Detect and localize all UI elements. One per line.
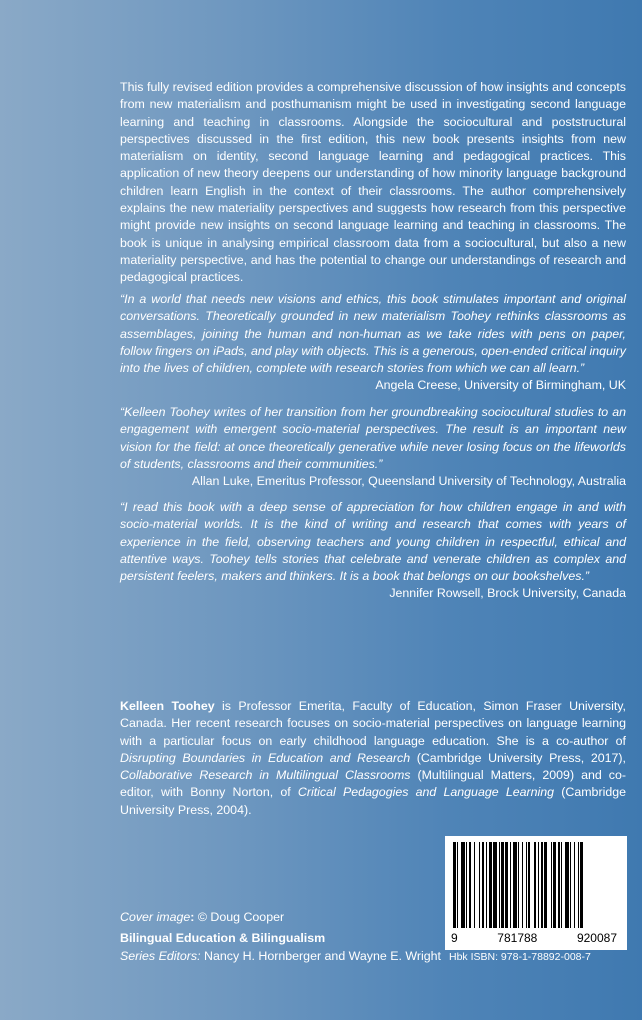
endorsement-attribution: Jennifer Rowsell, Brock University, Canada xyxy=(389,586,626,601)
bio-text: (Cambridge University Press, 2017), xyxy=(410,750,626,765)
barcode-bar xyxy=(544,842,547,928)
barcode-bar xyxy=(528,842,529,928)
barcode-bar xyxy=(501,842,504,928)
barcode-bar xyxy=(526,842,527,928)
barcode-bar xyxy=(505,842,508,928)
endorsement-quote xyxy=(120,499,626,603)
book-title: Critical Pedagogies and Language Learning xyxy=(297,785,555,800)
barcode-bar xyxy=(482,842,485,928)
barcode-bar xyxy=(538,842,539,928)
barcode-digits xyxy=(445,931,627,945)
barcode-bar xyxy=(469,842,472,928)
cover-footer xyxy=(120,908,441,965)
series-name: Bilingual Education & Bilingualism xyxy=(120,931,326,945)
endorsement-attribution: Angela Creese, University of Birmingham, UK xyxy=(375,378,626,393)
bio-text: (Cambridge University Press, 2004). xyxy=(120,785,626,817)
barcode-bar xyxy=(522,842,523,928)
bio-text: is Professor Emerita, Faculty of Education, Simon Fraser University, Canada. Her recent research focuses on socio-material perspectives on language learning with a particular focus on early childhood language education. She is a co-author of xyxy=(120,699,627,748)
barcode-bar xyxy=(558,842,559,928)
barcode-bar xyxy=(474,842,475,928)
barcode-bar xyxy=(510,842,511,928)
endorsement-text: “I read this book with a deep sense of appreciation for how children engage in and with socio-material worlds. It is the kind of writing and research that comes with years of experience in the field, observing teachers and young children in respectful, ethical and attentive ways. Toohey tells stories that celebrate and venerate children as complex and persistent feelers, makers and thinkers. It is a book that belongs on our bookshelves.” xyxy=(120,500,626,584)
cover-credit-name: © Doug Cooper xyxy=(194,910,285,924)
barcode-bar xyxy=(513,842,517,928)
barcode xyxy=(445,836,627,950)
barcode-bar xyxy=(461,842,465,928)
book-title: Disrupting Boundaries in Education and Research xyxy=(120,750,411,765)
series-editors-names: Nancy H. Hornberger and Wayne E. Wright xyxy=(200,949,441,963)
bio-text: (Multilingual Matters, 2009) and co-editor, with Bonny Norton, of xyxy=(120,768,627,800)
endorsement-text: “In a world that needs new visions and ethics, this book stimulates important and original conversations. Theoretically grounded in new materialism Toohey rethinks classrooms as assemblages, joining the human and non-human as we take rides with pens on paper, follow fingers on iPads, and play with objects. This is a generous, open-ended critical inquiry into the lives of children, complete with research stories from which we can all learn.” xyxy=(120,292,626,376)
barcode-bar xyxy=(518,842,519,928)
barcode-bars xyxy=(453,842,617,928)
barcode-bar xyxy=(565,842,569,928)
cover-credit-colon: : xyxy=(190,910,195,924)
barcode-bar xyxy=(453,842,456,928)
barcode-bar xyxy=(466,842,467,928)
barcode-bar xyxy=(493,842,497,928)
cover-credit-label: Cover image xyxy=(120,910,191,924)
barcode-bar xyxy=(578,842,579,928)
barcode-digits-right: 920087 xyxy=(576,931,617,945)
barcode-bar xyxy=(479,842,480,928)
barcode-bar xyxy=(541,842,542,928)
series-editors-label: Series Editors: xyxy=(120,949,201,963)
barcode-bar xyxy=(553,842,556,928)
cover-credit xyxy=(120,908,441,926)
barcode-digits-left: 781788 xyxy=(497,931,538,945)
endorsement-text: “Kelleen Toohey writes of her transition from her groundbreaking sociocultural studies to an engagement with emergent socio-material perspectives. The result is an important new vision for the field: at once theoretically generative while never losing focus on the lifeworlds of students, classrooms and their communities.” xyxy=(120,405,626,471)
barcode-digit-first: 9 xyxy=(451,931,458,945)
book-title: Collaborative Research in Multilingual Classrooms xyxy=(120,768,411,783)
author-bio xyxy=(120,698,626,819)
barcode-bar xyxy=(551,842,552,928)
barcode-bar xyxy=(580,842,583,928)
barcode-bar xyxy=(499,842,500,928)
barcode-bar xyxy=(570,842,571,928)
endorsement-quote xyxy=(120,291,626,395)
barcode-bar xyxy=(561,842,562,928)
author-name: Kelleen Toohey xyxy=(120,699,215,713)
barcode-bar xyxy=(486,842,487,928)
isbn: Hbk ISBN: 978-1-78892-008-7 xyxy=(449,951,591,963)
back-cover-blurb: This fully revised edition provides a comprehensive discussion of how insights and concepts from new materialism and posthumanism might be used in investigating second language learning and teaching in classrooms. Alongside the sociocultural and poststructural perspectives discussed in the first edition, this new book presents insights from new materialism on identity, second language learning and pedagogical practices. This application of new theory deepens our understanding of how minority language background children learn English in the context of their classrooms. The author comprehensively explains the new materiality perspectives and suggests how research from this perspective might provide new insights on second language learning and teaching in classrooms. The book is unique in analysing empirical classroom data from a sociocultural, but also a new materiality perspective, and has the potential to change our understandings of research and pedagogical practices. xyxy=(120,80,626,285)
series-editors xyxy=(120,947,441,965)
barcode-bar xyxy=(534,842,537,928)
endorsement-quote xyxy=(120,404,626,490)
barcode-bar xyxy=(574,842,575,928)
endorsement-attribution: Allan Luke, Emeritus Professor, Queensland University of Technology, Australia xyxy=(191,474,626,489)
barcode-bar xyxy=(457,842,458,928)
barcode-bar xyxy=(489,842,492,928)
